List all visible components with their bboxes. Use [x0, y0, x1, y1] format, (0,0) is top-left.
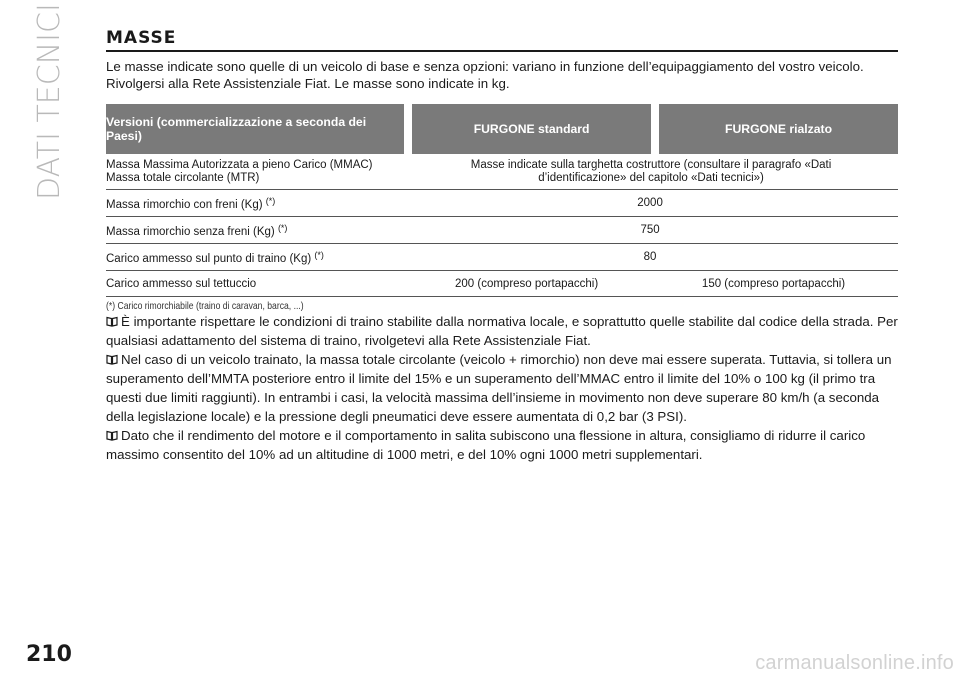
table-row: [106, 271, 898, 297]
row-label: [106, 190, 404, 217]
note-text: Nel caso di un veicolo trainato, la massa totale circolante (veicolo + rimorchio) non deve mai essere superata. Tuttavia, si tollera un superamento dell’MMTA posteriore entro il limite del 15% e un superamento dell’MMAC entro il limite del 10% o 100 kg (il primo tra questi due limiti raggiunti). In entrambi i casi, la velocità massima dell’insieme in movimento non deve superare 80 km/h (a seconda della legislazione locale) e la pressione degli pneumatici deve essere aumentata di 0,2 bar (3 PSI).: [106, 352, 892, 424]
header-standard-van: FURGONE standard: [412, 104, 651, 154]
table-row: [106, 217, 898, 244]
row-label-text: Massa rimorchio senza freni (Kg): [106, 226, 275, 238]
row-value-raised: 150 (compreso portapacchi): [651, 271, 898, 297]
book-icon: [106, 430, 118, 441]
note-text: È importante rispettare le condizioni di traino stabilite dalla normativa locale, e soprattutto quelle stabilite dal codice della strada. Per qualsiasi adattamento del sistema di traino, rivolgetevi alla Rete Assistenziale Fiat.: [106, 314, 898, 348]
header-spacer: [651, 104, 659, 154]
row-label-text: Massa rimorchio con freni (Kg): [106, 199, 263, 211]
side-section-label-text: DATI TECNICI: [32, 3, 67, 200]
page-number: 210: [26, 642, 72, 667]
table-header-row: [106, 104, 898, 154]
intro-paragraph: Le masse indicate sono quelle di un veicolo di base e senza opzioni: variano in funzione dell’equipaggiamento del vostro veicolo. Rivolgersi alla Rete Assistenziale Fiat. Le masse sono indicate in kg.: [106, 59, 864, 91]
table-row: [106, 190, 898, 217]
row-value: Masse indicate sulla targhetta costruttore (consultare il paragrafo «Dati d’identificazione» del capitolo «Dati tecnici»): [404, 154, 898, 190]
row-label-line: Massa totale circolante (MTR): [106, 172, 260, 184]
note-paragraph: [106, 350, 898, 426]
note-paragraph: [106, 426, 898, 464]
row-label: Carico ammesso sul tettuccio: [106, 271, 404, 297]
book-icon: [106, 316, 118, 327]
table-footnote: (*) Carico rimorchiabile (traino di caravan, barca, ...): [106, 300, 304, 312]
book-icon: [106, 354, 118, 365]
row-label: [106, 217, 404, 244]
header-versions: Versioni (commercializzazione a seconda dei Paesi): [106, 104, 404, 154]
page-content: [106, 28, 898, 464]
row-label: [106, 244, 404, 271]
row-label-line: Massa Massima Autorizzata a pieno Carico (MMAC): [106, 159, 373, 171]
note-paragraph: [106, 312, 898, 350]
footnote-mark: (*): [314, 250, 324, 260]
row-value: 2000: [404, 190, 898, 217]
table-row: [106, 244, 898, 271]
row-value: 80: [404, 244, 898, 271]
watermark: carmanualsonline.info: [755, 652, 954, 674]
masses-table: [106, 104, 898, 297]
footnote-mark: (*): [265, 196, 276, 206]
row-label-text: Carico ammesso sul punto di traino (Kg): [106, 253, 312, 265]
note-text: Dato che il rendimento del motore e il comportamento in salita subiscono una flessione in altura, consigliamo di ridurre il carico massimo consentito del 10% ad un altitudine di 1000 metri, e del 10% ogni 1000 metri supplementari.: [106, 428, 866, 462]
section-title: MASSE: [106, 28, 898, 52]
row-label: [106, 154, 404, 190]
footnote-mark: (*): [277, 223, 288, 233]
table-row: [106, 154, 898, 190]
header-raised-van: FURGONE rialzato: [659, 104, 898, 154]
row-value: 750: [404, 217, 898, 244]
header-spacer: [404, 104, 412, 154]
side-section-label: [28, 3, 68, 200]
row-value-standard: 200 (compreso portapacchi): [404, 271, 651, 297]
